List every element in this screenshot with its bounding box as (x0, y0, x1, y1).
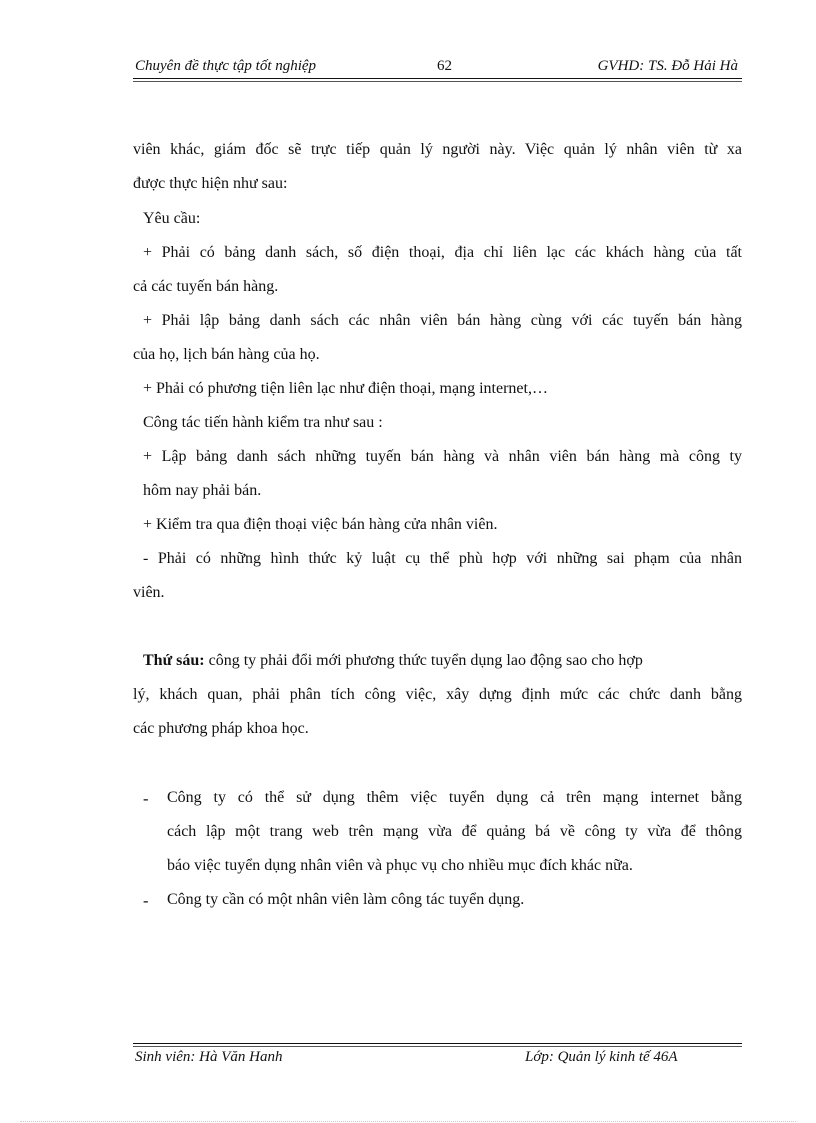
footer-rule-thin (133, 1046, 742, 1047)
header-page-number: 62 (437, 58, 452, 74)
sixth-paragraph-line (143, 652, 742, 686)
check-item: - Phải có những hình thức kỷ luật cụ thể phù hợp với những sai phạm của nhân (143, 550, 742, 567)
requirement-item: + Phải có bảng danh sách, số điện thoại, địa chỉ liên lạc các khách hàng của tất (143, 244, 742, 261)
paragraph-line: được thực hiện như sau: (133, 175, 288, 192)
requirement-item-cont: cả các tuyến bán hàng. (133, 278, 279, 295)
requirements-title: Yêu cầu: (143, 210, 201, 227)
requirement-item-cont: của họ, lịch bán hàng của họ. (133, 346, 320, 363)
bullet-item: Công ty cần có một nhân viên làm công tác tuyển dụng. (167, 891, 525, 908)
footer-class: Lớp: Quản lý kinh tế 46A (525, 1049, 678, 1065)
page-edge-divider (20, 1121, 796, 1122)
bullet-item: Công ty có thể sử dụng thêm việc tuyển dụng cả trên mạng internet bằng (167, 789, 742, 806)
check-item: + Lập bảng danh sách những tuyến bán hàng và nhân viên bán hàng mà công ty (143, 448, 742, 465)
paragraph-line: viên khác, giám đốc sẽ trực tiếp quản lý người này. Việc quản lý nhân viên từ xa (133, 141, 742, 158)
header-rule-thin (133, 81, 742, 82)
sixth-label: Thứ sáu: (143, 652, 205, 669)
bullet-marker: - (143, 891, 149, 910)
check-item-cont: viên. (133, 584, 165, 601)
sixth-paragraph-line: lý, khách quan, phải phân tích công việc, xây dựng định mức các chức danh bằng (133, 686, 742, 703)
header-title: Chuyên đề thực tập tốt nghiệp (135, 58, 317, 74)
check-item-cont: hôm nay phải bán. (143, 482, 262, 499)
header-supervisor: GVHD: TS. Đỗ Hải Hà (597, 58, 738, 74)
check-title: Công tác tiến hành kiểm tra như sau : (143, 414, 383, 431)
requirement-item: + Phải lập bảng danh sách các nhân viên bán hàng cùng với các tuyến bán hàng (143, 312, 742, 329)
footer-student: Sinh viên: Hà Văn Hanh (135, 1049, 283, 1065)
bullet-item-cont: cách lập một trang web trên mạng vừa để quảng bá về công ty vừa để thông (167, 823, 742, 840)
header-rule (133, 78, 742, 79)
requirement-item: + Phải có phương tiện liên lạc như điện thoại, mạng internet,… (143, 380, 548, 397)
footer-rule (133, 1043, 742, 1044)
bullet-marker: - (143, 789, 149, 808)
sixth-text: công ty phải đổi mới phương thức tuyển dụng lao động sao cho hợp (204, 652, 643, 669)
page-header (133, 58, 742, 80)
bullet-item-cont: báo việc tuyển dụng nhân viên và phục vụ cho nhiều mục đích khác nữa. (167, 857, 633, 874)
check-item: + Kiểm tra qua điện thoại việc bán hàng cửa nhân viên. (143, 516, 498, 533)
sixth-paragraph-line: các phương pháp khoa học. (133, 720, 309, 737)
